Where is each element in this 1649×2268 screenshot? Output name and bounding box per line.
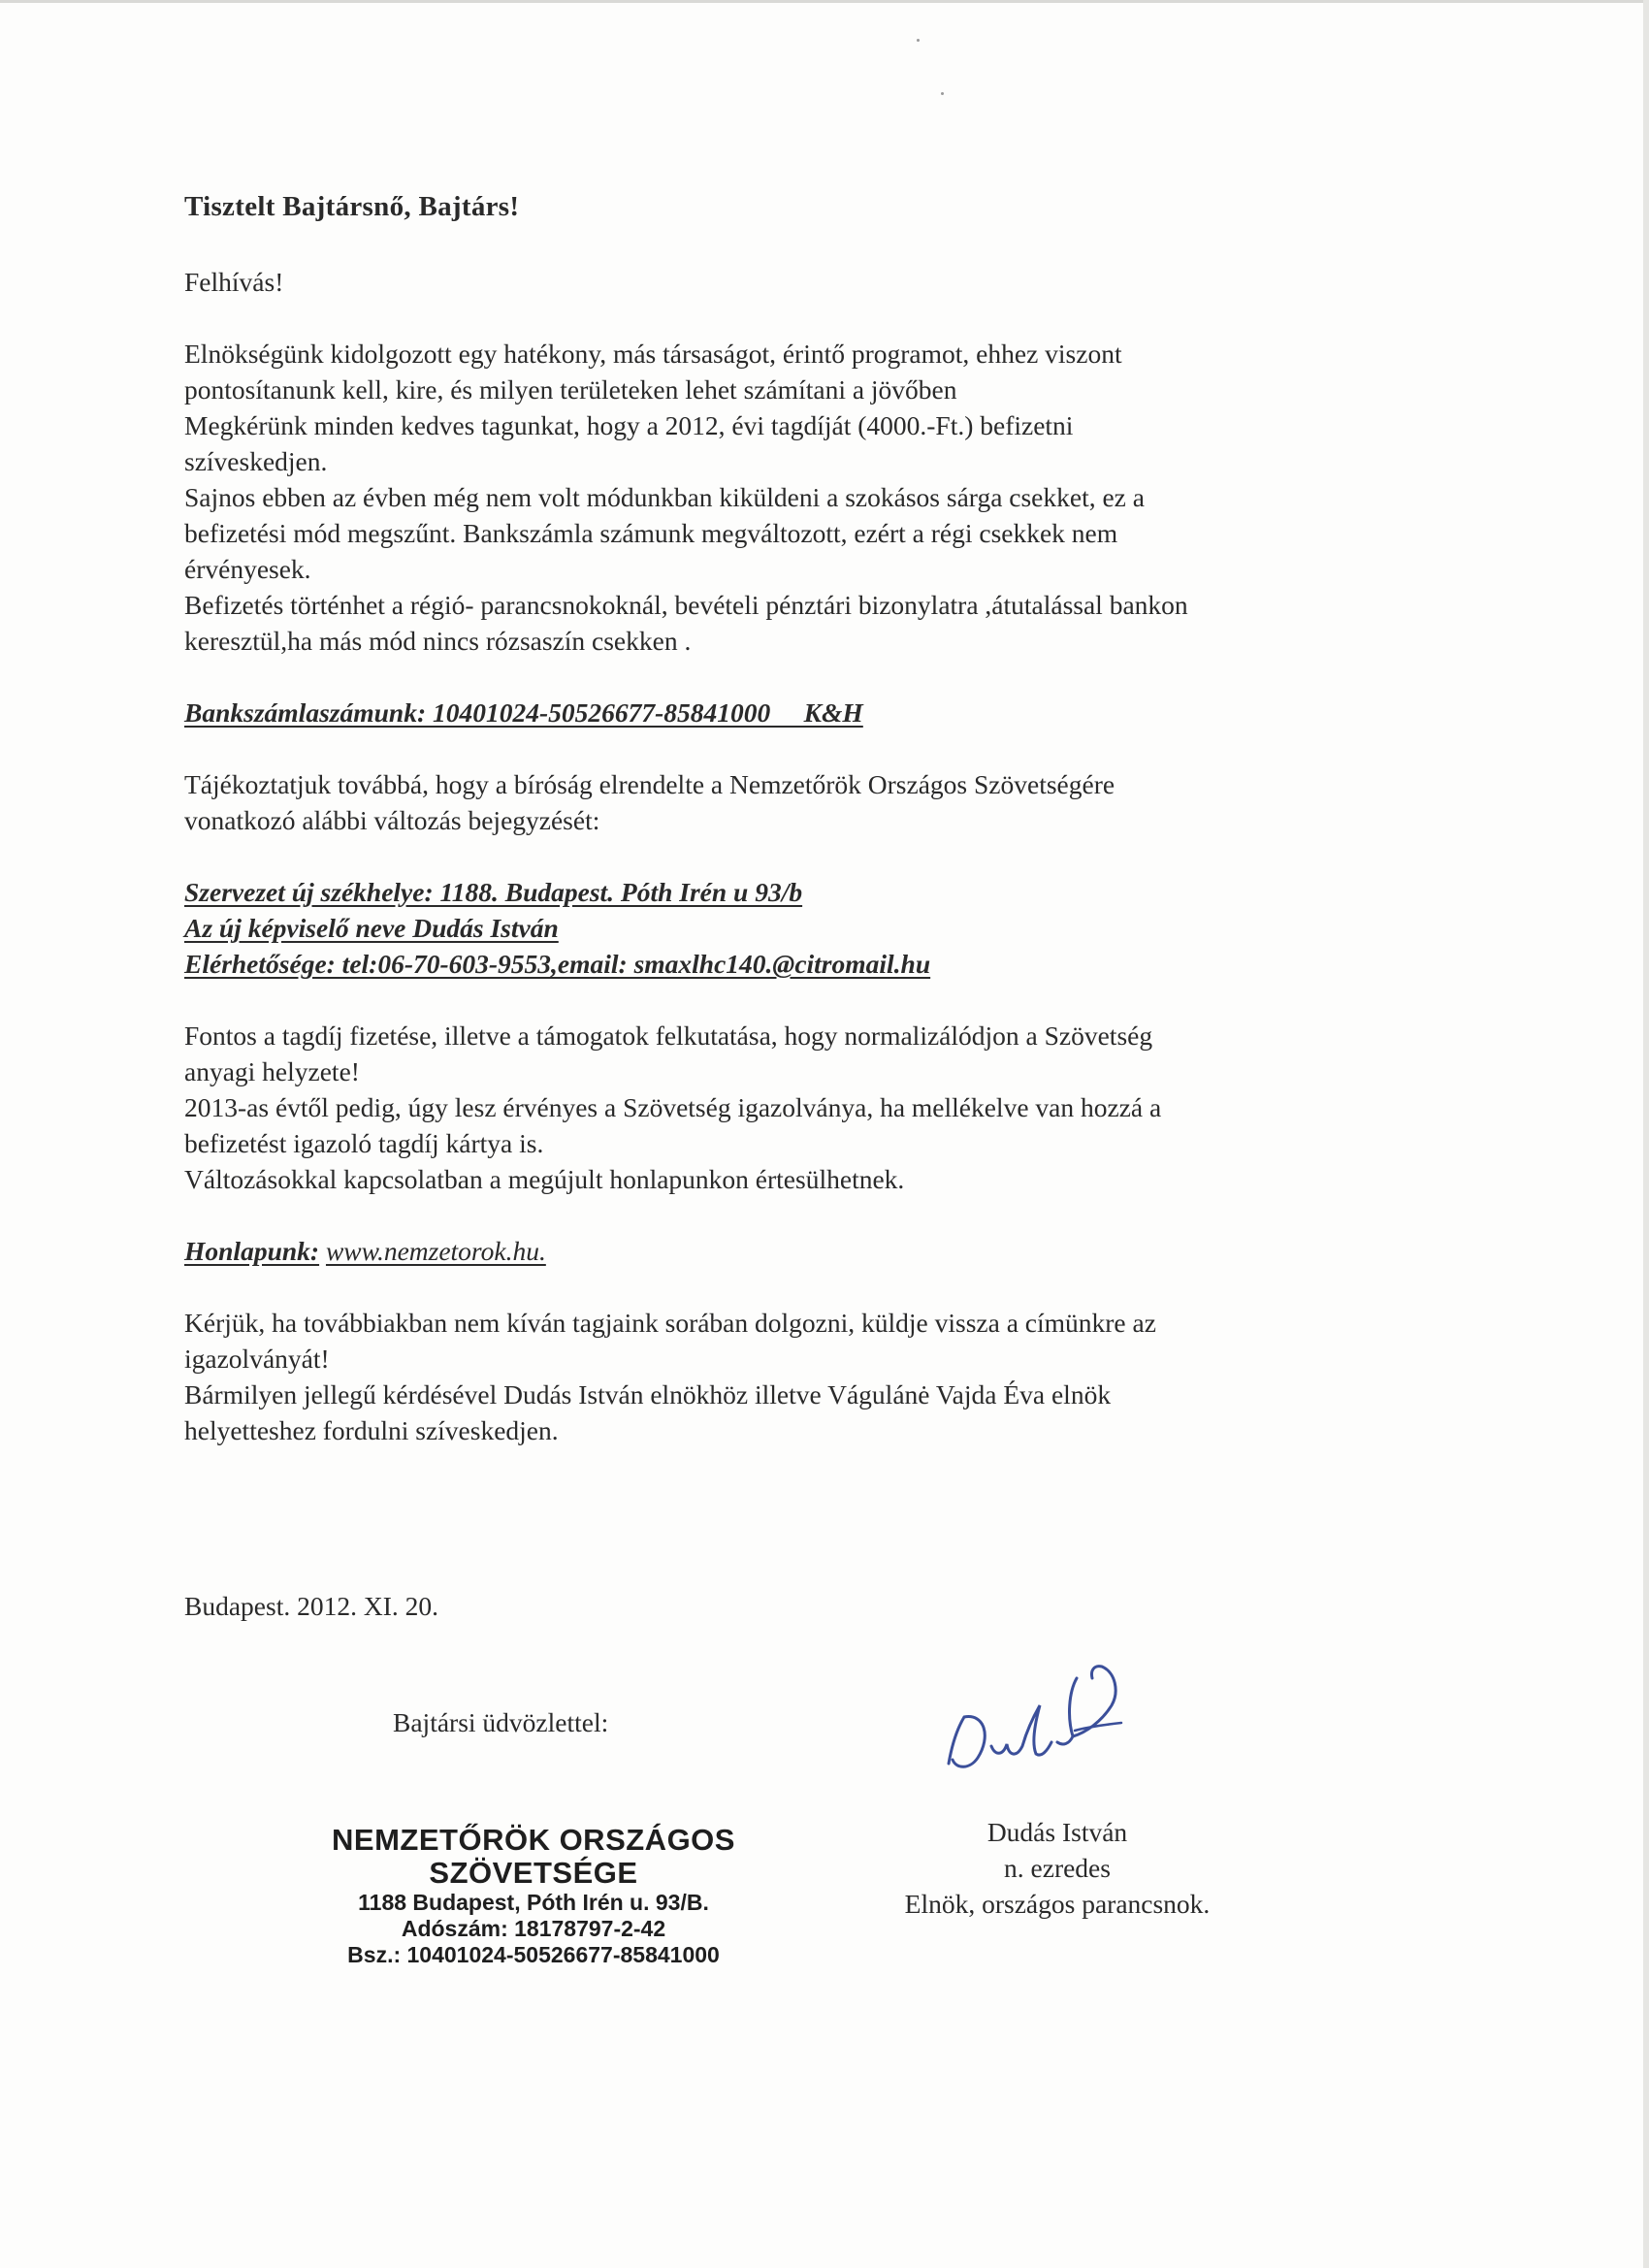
scan-speck bbox=[941, 92, 944, 95]
bank-account-line bbox=[184, 695, 1377, 730]
text-line: Elnökségünk kidolgozott egy hatékony, más társaságot, érintő programot, ehhez viszont bbox=[184, 339, 1122, 369]
text-line: keresztül,ha más mód nincs rózsaszín csekken . bbox=[184, 626, 692, 656]
text-line: vonatkozó alábbi változás bejegyzését: bbox=[184, 805, 600, 835]
text-line: szíveskedjen. bbox=[184, 446, 328, 476]
new-seat: Szervezet új székhelye: 1188. Budapest. Póth Irén u 93/b bbox=[184, 877, 803, 907]
scan-speck bbox=[917, 39, 920, 42]
text-line: Tájékoztatjuk továbbá, hogy a bíróság elrendelte a Nemzetőrök Országos Szövetségére bbox=[184, 769, 1116, 799]
text-line: Megkérünk minden kedves tagunkat, hogy a 2012, évi tagdíját (4000.-Ft.) befizetni bbox=[184, 410, 1074, 440]
new-representative: Az új képviselő neve Dudás István bbox=[184, 913, 559, 943]
stamp-org-name: NEMZETŐRÖK ORSZÁGOS bbox=[332, 1823, 735, 1857]
stamp-tax-number: Adószám: 18178797-2-42 bbox=[401, 1916, 666, 1941]
text-line: helyetteshez fordulni szíveskedjen. bbox=[184, 1415, 559, 1445]
text-line: Fontos a tagdíj fizetése, illetve a támogatok felkutatása, hogy normalizálódjon a Szövetség bbox=[184, 1021, 1153, 1051]
text-line: 2013-as évtől pedig, úgy lesz érvényes a Szövetség igazolványa, ha mellékelve van hozzá a bbox=[184, 1092, 1162, 1122]
text-line: igazolványát! bbox=[184, 1344, 330, 1374]
scan-edge-top bbox=[0, 0, 1649, 3]
text-line: anyagi helyzete! bbox=[184, 1056, 360, 1086]
website-label: Honlapunk: bbox=[184, 1236, 320, 1266]
letter-body bbox=[184, 189, 1377, 1484]
letter-date: Budapest. 2012. XI. 20. bbox=[184, 1591, 438, 1621]
paragraph-contact bbox=[184, 1305, 1377, 1448]
website-line bbox=[184, 1233, 1377, 1269]
bank-account: Bankszámlaszámunk: 10401024-50526677-85841000 K&H bbox=[184, 697, 863, 728]
text-line: befizetési mód megszűnt. Bankszámla számunk megváltozott, ezért a régi csekkek nem bbox=[184, 518, 1118, 548]
stamp-org-name-2: SZÖVETSÉGE bbox=[429, 1856, 638, 1890]
paragraph-membership bbox=[184, 1018, 1377, 1197]
signer-block bbox=[844, 1814, 1271, 1922]
text-line: Kérjük, ha továbbiakban nem kíván tagjaink sorában dolgozni, küldje vissza a címünkre az bbox=[184, 1308, 1156, 1338]
text-line: pontosítanunk kell, kire, és milyen területeken lehet számítani a jövőben bbox=[184, 374, 957, 405]
text-line: Sajnos ebben az évben még nem volt módunkban kiküldeni a szokásos sárga csekket, ez a bbox=[184, 482, 1145, 512]
text-line: Bármilyen jellegű kérdésével Dudás István elnökhöz illetve Vágulánė Vajda Éva elnök bbox=[184, 1379, 1112, 1409]
signer-title: Elnök, országos parancsnok. bbox=[904, 1889, 1211, 1919]
signer-name: Dudás István bbox=[986, 1817, 1128, 1847]
scan-edge-right bbox=[1643, 0, 1649, 2268]
registration-details bbox=[184, 874, 1377, 982]
text-line: érvényesek. bbox=[184, 554, 311, 584]
paragraph-court bbox=[184, 766, 1377, 838]
heading: Felhívás! bbox=[184, 267, 284, 297]
stamp-bank-account: Bsz.: 10401024-50526677-85841000 bbox=[347, 1942, 720, 1967]
contact-details: Elérhetősége: tel:06-70-603-9553,email: smaxlhc140.@citromail.hu bbox=[184, 949, 931, 979]
text-line: befizetést igazoló tagdíj kártya is. bbox=[184, 1128, 544, 1158]
handwritten-signature bbox=[931, 1649, 1145, 1795]
text-line: Befizetés történhet a régió- parancsnokoknál, bevételi pénztári bizonylatra ,átutalással bankon bbox=[184, 590, 1188, 620]
paragraph-dues bbox=[184, 336, 1377, 659]
text-line: Változásokkal kapcsolatban a megújult honlapunkon értesülhetnek. bbox=[184, 1164, 905, 1194]
website-link[interactable]: www.nemzetorok.hu. bbox=[325, 1236, 546, 1266]
closing-salutation: Bajtársi üdvözlettel: bbox=[393, 1707, 609, 1737]
signer-rank: n. ezredes bbox=[1004, 1853, 1111, 1883]
greeting: Tisztelt Bajtársnő, Bajtárs! bbox=[184, 191, 520, 222]
stamp-address: 1188 Budapest, Póth Irén u. 93/B. bbox=[358, 1890, 709, 1915]
organization-stamp bbox=[291, 1824, 776, 1968]
